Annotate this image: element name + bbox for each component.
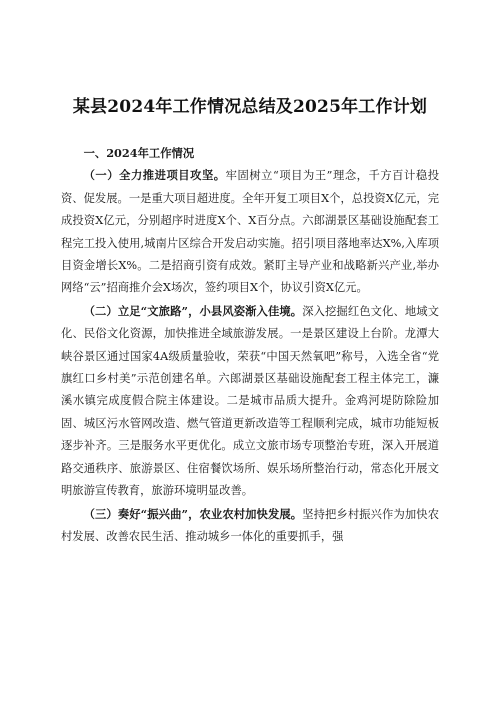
paragraph-rural <box>61 503 439 549</box>
section-heading: 一、2024年工作情况 <box>83 146 195 160</box>
paragraph-lead: （三）奏好“振兴曲”，农业农村加快发展。 <box>83 506 303 521</box>
paragraph-text: 深入挖掘红色文化、地域文化、民俗文化资源，加快推进全域旅游发展。一是景区建设上台阶。龙潭大峡谷景区通过国家4A级质量验收，荣获“中国天然氧吧”称号，入选全省“党旗红口乡村美”示范创建名单。六郎湖景区基础设施配套工程主体完工，濂溪水镇完成度假合院主体建设。二是城市品质大提升。金鸡河堤防除险加固、城区污水管网改造、燃气管道更新改造等工程顺利完成，城市功能短板逐步补齐。三是服务水平更优化。成立文旅市场专项整治专班，深入开展道路交通秩序、旅游景区、住宿餐饮场所、娱乐场所整治行动，常态化开展文明旅游宣传教育，旅游环境明显改善。 <box>61 304 439 498</box>
paragraph-text: 坚持把乡村振兴作为加快农村发展、改善农民生活、推动城乡一体化的重要抓手，强 <box>61 507 439 543</box>
paragraph-lead: （一）全力推进项目攻坚。 <box>83 168 226 183</box>
paragraph-text: 牢固树立“项目为王”理念，千方百计稳投资、促发展。一是重大项目超进度。全年开复工项目X个，总投资X亿元，完成投资X亿元，分别超序时进度X个、X百分点。六郎湖景区基础设施配套工程完工投入使用,城南片区综合开发启动实施。招引项目落地率达X%,入库项目资金增长X%。二是招商引资有成效。紧盯主导产业和战略新兴产业,举办网络“云”招商推介会X场次，签约项目X个，协议引资X亿元。 <box>61 169 439 295</box>
document-title: 某县2024年工作情况总结及2025年工作计划 <box>72 97 428 117</box>
document-body <box>61 142 439 548</box>
paragraph-tourism <box>61 300 439 503</box>
paragraph-project <box>61 164 439 299</box>
paragraph-lead: （二）立足“文旅路”，小县风姿渐入佳境。 <box>83 303 303 318</box>
